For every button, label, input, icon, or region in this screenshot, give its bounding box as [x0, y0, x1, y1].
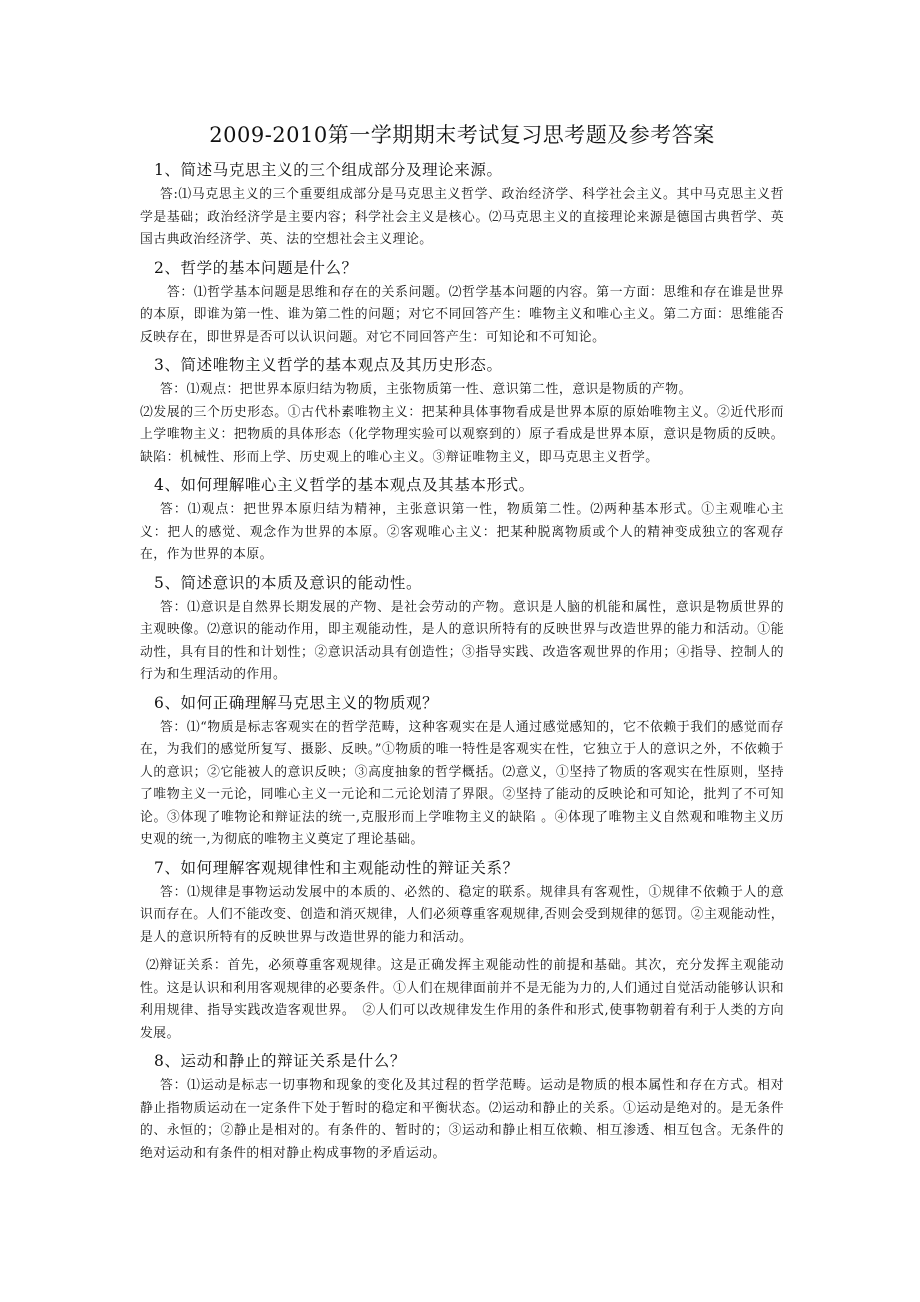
answer-4: 答：⑴观点：把世界本原归结为精神，主张意识第一性，物质第二性。⑵两种基本形式。①主观唯心主义：把人的感觉、观念作为世界的本原。②客观唯心主义：把某种脱离物质或个人的精神变成独立的客观存在，作为世界的本原。 — [140, 502, 784, 562]
answer-1: 答:⑴马克思主义的三个重要组成部分是马克思主义哲学、政治经济学、科学社会主义。其中马克思主义哲学是基础；政治经济学是主要内容；科学社会主义是核心。⑵马克思主义的直接理论来源是德国古典哲学、英国古典政治经济学、英、法的空想社会主义理论。 — [140, 187, 784, 247]
answer-7-part-1: 答：⑴规律是事物运动发展中的本质的、必然的、稳定的联系。规律具有客观性，①规律不依赖于人的意识而存在。人们不能改变、创造和消灭规律，人们必须尊重客观规律,否则会受到规律的惩罚。②主观能动性，是人的意识所特有的反映世界与改造世界的能力和活动。 — [140, 884, 784, 945]
answer-6: 答：⑴“物质是标志客观实在的哲学范畴，这种客观实在是人通过感觉感知的，它不依赖于我们的感觉而存在，为我们的感觉所复写、摄影、反映。”①物质的唯一特性是客观实在性，它独立于人的意识之外，不依赖于人的意识；②它能被人的意识反映；③高度抽象的哲学概括。⑵意义，①坚持了物质的客观实在性原则，坚持了唯物主义一元论，同唯心主义一元论和二元论划清了界限。②坚持了能动的反映论和可知论，批判了不可知论。③体现了唯物论和辩证法的统一,克服形而上学唯物主义的缺陷 。④体现了唯物主义自然观和唯物主义历史观的统一,为彻底的唯物主义奠定了理论基础。 — [140, 719, 784, 847]
question-5: 5、简述意识的本质及意识的能动性。 — [154, 573, 423, 592]
question-3: 3、简述唯物主义哲学的基本观点及其历史形态。 — [154, 356, 503, 374]
question-7: 7、如何理解客观规律性和主观能动性的辩证关系？ — [154, 858, 519, 877]
question-1: 1、简述马克思主义的三个组成部分及理论来源。 — [154, 161, 503, 179]
answer-5: 答：⑴意识是自然界长期发展的产物、是社会劳动的产物。意识是人脑的机能和属性，意识是物质世界的主观映像。⑵意识的能动作用，即主观能动性，是人的意识所特有的反映世界与改造世界的能力和活动。①能动性，具有目的性和计划性；②意识活动具有创造性；③指导实践、改造客观世界的作用；④指导、控制人的行为和生理活动的作用。 — [140, 599, 784, 682]
answer-3-part-1: 答：⑴观点：把世界本原归结为物质，主张物质第一性、意识第二性，意识是物质的产物。 — [160, 382, 692, 397]
question-8: 8、运动和静止的辩证关系是什么？ — [154, 1052, 406, 1070]
answer-3-part-2: ⑵发展的三个历史形态。①古代朴素唯物主义：把某种具体事物看成是世界本原的原始唯物主义。②近代形而上学唯物主义：把物质的具体形态（化学物理实验可以观察到的）原子看成是世界本原，意识是物质的反映。缺陷：机械性、形而上学、历史观上的唯心主义。③辩证唯物主义，即马克思主义哲学。 — [140, 404, 784, 465]
answer-8: 答：⑴运动是标志一切事物和现象的变化及其过程的哲学范畴。运动是物质的根本属性和存在方式。相对静止指物质运动在一定条件下处于暂时的稳定和平衡状态。⑵运动和静止的关系。①运动是绝对的。是无条件的、永恒的；②静止是相对的。有条件的、暂时的；③运动和静止相互依赖、相互渗透、相互包含。无条件的绝对运动和有条件的相对静止构成事物的矛盾运动。 — [140, 1078, 784, 1161]
question-6: 6、如何正确理解马克思主义的物质观？ — [154, 693, 439, 712]
document-page — [140, 118, 784, 1165]
answer-7-part-2: ⑵辩证关系：首先，必须尊重客观规律。这是正确发挥主观能动性的前提和基础。其次，充分发挥主观能动性。这是认识和利用客观规律的必要条件。①人们在规律面前并不是无能为力的,人们通过自觉活动能够认识和利用规律、指导实践改造客观世界。 ②人们可以改规律发生作用的条件和形式,使事物朝着有利于人类的方向发展。 — [140, 958, 784, 1041]
question-2: 2、哲学的基本问题是什么？ — [154, 258, 358, 277]
document-title: 2009-2010第一学期期末考试复习思考题及参考答案 — [209, 123, 715, 147]
question-4: 4、如何理解唯心主义哲学的基本观点及其基本形式。 — [154, 476, 535, 494]
answer-2: 答：⑴哲学基本问题是思维和存在的关系问题。⑵哲学基本问题的内容。第一方面：思维和存在谁是世界的本原，即谁为第一性、谁为第二性的问题；对它不同回答产生：唯物主义和唯心主义。第二方面：思维能否反映存在，即世界是否可以认识问题。对它不同回答产生：可知论和不可知论。 — [140, 284, 784, 345]
